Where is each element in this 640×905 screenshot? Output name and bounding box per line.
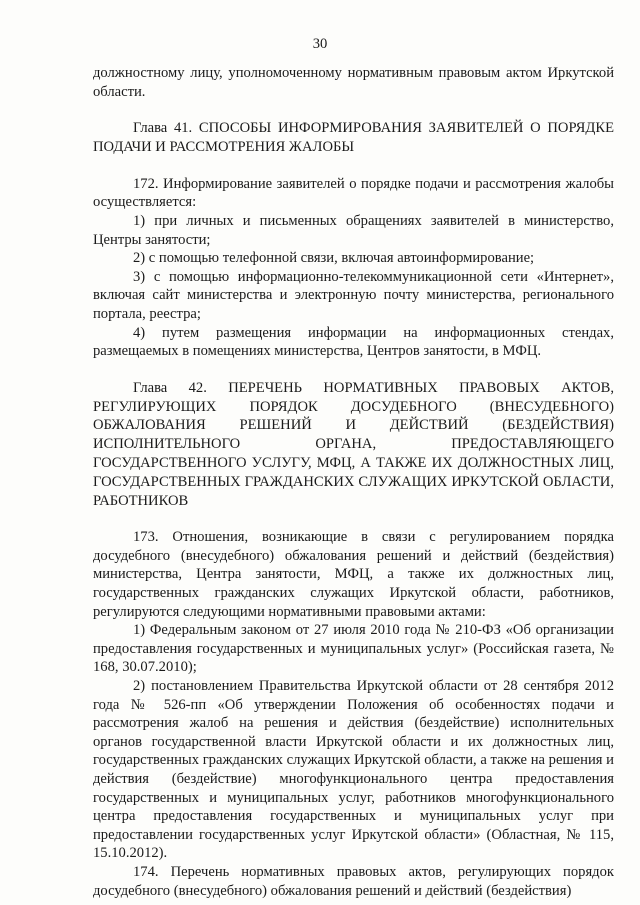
paragraph-172-item-1: 1) при личных и письменных обращениях заявителей в министерство, Центры занятости; [93,212,614,248]
paragraph-173-item-2: 2) постановлением Правительства Иркутской области от 28 сентября 2012 года № 526-пп «Об утверждении Положения об особенностях подачи и рассмотрения жалоб на решения и действия (бездействие) исполнительных органов государственной власти Иркутской области и их должностных лиц, государственных гражданских служащих Иркутской области, а также на решения и действия (бездействие) многофункционального центра предоставления государственных и муниципальных услуг, работников многофункционального центра предоставления государственных и муниципальных услуг при предоставлении государственных услуг Иркутской области» (Областная, № 115, 15.10.2012). [93,678,614,862]
paragraph-173-item-1: 1) Федеральным законом от 27 июля 2010 года № 210-ФЗ «Об организации предоставления государственных и муниципальных услуг» (Российская газета, № 168, 30.07.2010); [93,622,614,676]
paragraph-172-item-4: 4) путем размещения информации на информационных стендах, размещаемых в помещениях министерства, Центров занятости, в МФЦ. [93,324,614,360]
paragraph-continuation: должностному лицу, уполномоченному нормативным правовым актом Иркутской области. [93,65,614,100]
page-content [93,64,614,900]
chapter-41-heading: Глава 41. СПОСОБЫ ИНФОРМИРОВАНИЯ ЗАЯВИТЕЛЕЙ О ПОРЯДКЕ ПОДАЧИ И РАССМОТРЕНИЯ ЖАЛОБЫ [93,120,614,155]
chapter-42-heading: Глава 42. ПЕРЕЧЕНЬ НОРМАТИВНЫХ ПРАВОВЫХ АКТОВ, РЕГУЛИРУЮЩИХ ПОРЯДОК ДОСУДЕБНОГО (ВНЕСУДЕБНОГО) ОБЖАЛОВАНИЯ РЕШЕНИЙ И ДЕЙСТВИЙ (БЕЗДЕЙСТВИЯ) ИСПОЛНИТЕЛЬНОГО ОРГАНА, ПРЕДОСТАВЛЯЮЩЕГО ГОСУДАРСТВЕННОГО УСЛУГУ, МФЦ, А ТАКЖЕ ИХ ДОЛЖНОСТНЫХ ЛИЦ, ГОСУДАРСТВЕННЫХ ГРАЖДАНСКИХ СЛУЖАЩИХ ИРКУТСКОЙ ОБЛАСТИ, РАБОТНИКОВ [93,379,614,509]
paragraph-172: 172. Информирование заявителей о порядке подачи и рассмотрения жалобы осуществляется: [93,175,614,211]
page-number: 30 [312,36,328,52]
paragraph-172-item-2: 2) с помощью телефонной связи, включая автоинформирование; [133,250,535,267]
paragraph-174: 174. Перечень нормативных правовых актов, регулирующих порядок досудебного (внесудебного) обжалования решений и действий (бездействия) [93,863,614,899]
paragraph-173: 173. Отношения, возникающие в связи с регулированием порядка досудебного (внесудебного) обжалования решений и действий (бездействия) министерства, Центра занятости, МФЦ, а также их должностных лиц, государственных гражданских служащих Иркутской области, работников, регулируются следующими нормативными правовыми актами: [93,529,614,620]
paragraph-172-item-3: 3) с помощью информационно-телекоммуникационной сети «Интернет», включая сайт министерства и электронную почту министерства, регионального портала, реестра; [93,268,614,322]
